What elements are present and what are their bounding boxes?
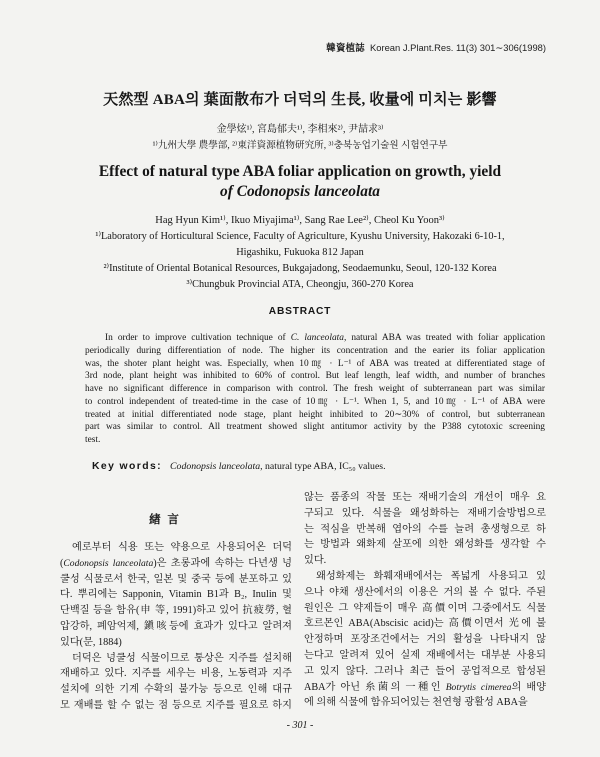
text-line: 는 방법과 왜화제 살포에 의한 왜성화를 생각할 수 (304, 539, 546, 551)
abstract-line: part was similar to control. All treatment showed slight antitumor activity by the P388 cytotoxic screening (85, 422, 545, 433)
text-line: 예로부터 식용 또는 약용으로 사용되어온 더덕 (72, 542, 292, 553)
text-line: 안정하며 포장조건에서는 거의 활성을 나타내지 않 (304, 634, 546, 646)
authors-korean: 金學炫¹⁾, 宮島郁夫¹⁾, 李相來²⁾, 尹喆求³⁾ (216, 124, 384, 135)
affiliations-english (0, 229, 600, 293)
body-column-right (304, 490, 546, 711)
affiliation-line: ¹⁾Laboratory of Horticultural Science, Faculty of Agriculture, Kyushu University, Hakozaki 6-10-1, (95, 231, 505, 242)
text-line: 는 적심을 반복해 엽아의 수를 늘려 총생형으로 하 (304, 523, 546, 535)
journal-citation: Korean J.Plant.Res. 11(3) 301∼306(1998) (369, 42, 546, 53)
keywords (92, 460, 386, 474)
text-run: )은 초롱과에 속하는 다년생 넝 (153, 557, 292, 569)
paragraph (304, 569, 546, 711)
abstract-line: 3rd node, plant height was inhibited to 60% of control. But leaf length, leaf width, and number of branches (85, 371, 545, 382)
text-line: 설치에 의한 기계 수확의 불가능 등으로 인해 대규 (60, 684, 292, 696)
paragraph (60, 540, 292, 651)
italic-term: Codonopsis lanceolata (63, 557, 154, 569)
journal-name-kr: 韓資植誌 (326, 42, 365, 53)
title-english-line: Effect of natural type ABA foliar application on growth, yield (98, 163, 502, 180)
abstract-heading: ABSTRACT (268, 306, 332, 317)
text-line: 고 있지 않다. 그러나 최근 들어 공업적으로 합성된 (304, 665, 546, 677)
text-run: , natural ABA was treated with foliar application (343, 333, 546, 343)
text-line: 호르몬인 ABA(Abscisic acid)는 高價이면서 光에 불 (304, 618, 546, 630)
text-line: 다. 뿌리에는 Sapponin, Vitamin B1과 B₂, Inulin 및 (60, 589, 292, 601)
abstract-line: to control independent of treated-time in the case of 10㎎ · L⁻¹. When 1, 5, and 10㎎ · L⁻¹ of ABA were (85, 396, 545, 407)
text-line: 는다고 알려져 있어 실제 재배에서는 대부분 사용되 (304, 649, 546, 661)
affiliation-line: ³⁾Chungbuk Provincial ATA, Cheongju, 360-270 Korea (186, 279, 414, 290)
text-run: ABA가 아닌 糸菌의 一種인 (304, 681, 446, 693)
text-line: 구되고 있다. 식물을 왜성화하는 재배기술방법으로 (304, 507, 546, 519)
title-korean: 天然型 ABA의 葉面散布가 더덕의 生長, 收量에 미치는 影響 (103, 92, 497, 108)
italic-term: C. lanceolata (290, 333, 344, 343)
text-line: 모 재배를 할 수 없는 점 등으로 지주를 필요로 하지 (60, 699, 292, 711)
section-heading-introduction: 緖 言 (149, 514, 181, 526)
text-line: 더덕은 넝쿨성 식물이므로 통상은 지주를 설치해 (72, 652, 292, 664)
affiliation-line: Higashiku, Fukuoka 812 Japan (236, 247, 364, 258)
text-line: 왜성화제는 화훼재배에서는 폭넓게 사용되고 있 (316, 570, 546, 582)
page-number: - 301 - (286, 720, 314, 731)
text-line: 압강하, 폐암억제, 鎭咳등에 효과가 있다고 알려져 (60, 620, 292, 632)
text-line: 재배하고 있다. 지주를 세우는 비용, 노동력과 지주 (60, 668, 292, 680)
text-run: ( (60, 557, 64, 569)
keywords-label: Key words: (92, 461, 163, 472)
text-line: 원인은 그 약제들이 매우 高價이며 그중에서도 식물 (304, 602, 546, 614)
authors-english: Hag Hyun Kim¹⁾, Ikuo Miyajima¹⁾, Sang Rae Lee²⁾, Cheol Ku Yoon³⁾ (155, 215, 445, 226)
abstract-line (85, 332, 545, 345)
abstract-line: treated at initial differentiated node stage, plant height inhibited to 20∼30% of control, but subterranean (85, 409, 545, 420)
keywords-line (170, 460, 386, 474)
text-line: 않는 품종의 작물 또는 재배기술의 개선이 매우 요 (304, 492, 546, 503)
text-line: 쿨성 식물로서 한국, 일본 및 중국 등에 분포하고 있 (60, 573, 292, 585)
text-line: 있다. (304, 555, 327, 567)
text-line: 에 의해 식물에 함유되어있는 천연형 광활성 ABA을 (304, 697, 528, 709)
text-line: 단백질 등을 함유(申 等, 1991)하고 있어 抗疲勞, 혈 (60, 605, 292, 617)
abstract-line: test. (85, 435, 101, 445)
text-line: 으나 야채 생산에서의 이용은 거의 볼 수 없다. 주된 (304, 586, 546, 598)
paragraph (304, 490, 546, 569)
affiliation-line: ²⁾Institute of Oriental Botanical Resources, Bukgajadong, Seodaemunku, Seoul, 120-132 Korea (103, 263, 497, 274)
affiliations-korean: ¹⁾九州大學 農學部, ²⁾東洋資源植物研究所, ³⁾충북농업기술원 시험연구부 (152, 140, 448, 151)
abstract-body (85, 332, 545, 447)
title-english-line: of Codonopsis lanceolata (220, 183, 380, 200)
text-line (304, 680, 546, 696)
italic-term: Botrytis cimerea (445, 681, 512, 693)
text-line (60, 556, 292, 572)
italic-term: Codonopsis lanceolata (170, 461, 261, 472)
abstract-line: periodically during differentiation of node. The higher its concentration and the earier its foliar application (85, 345, 545, 356)
paragraph (60, 651, 292, 714)
text-run: 의 배양 (511, 681, 547, 693)
text-run: In order to improve cultivation technique of (105, 333, 291, 343)
keywords-text (170, 460, 386, 474)
abstract-line: have no significant difference in comparison with control. The fresh weight of subterranean part was similar (85, 384, 545, 394)
text-run: , natural type ABA, IC₅₀ values. (260, 461, 386, 472)
abstract-line: was, the shoter plant height was. Especially, when 10㎎ · L⁻¹ of ABA was treated at differentiated stage of (85, 358, 545, 369)
text-line: 있다(문, 1884) (60, 636, 122, 648)
journal-header (326, 42, 546, 54)
body-column-left (60, 540, 292, 714)
